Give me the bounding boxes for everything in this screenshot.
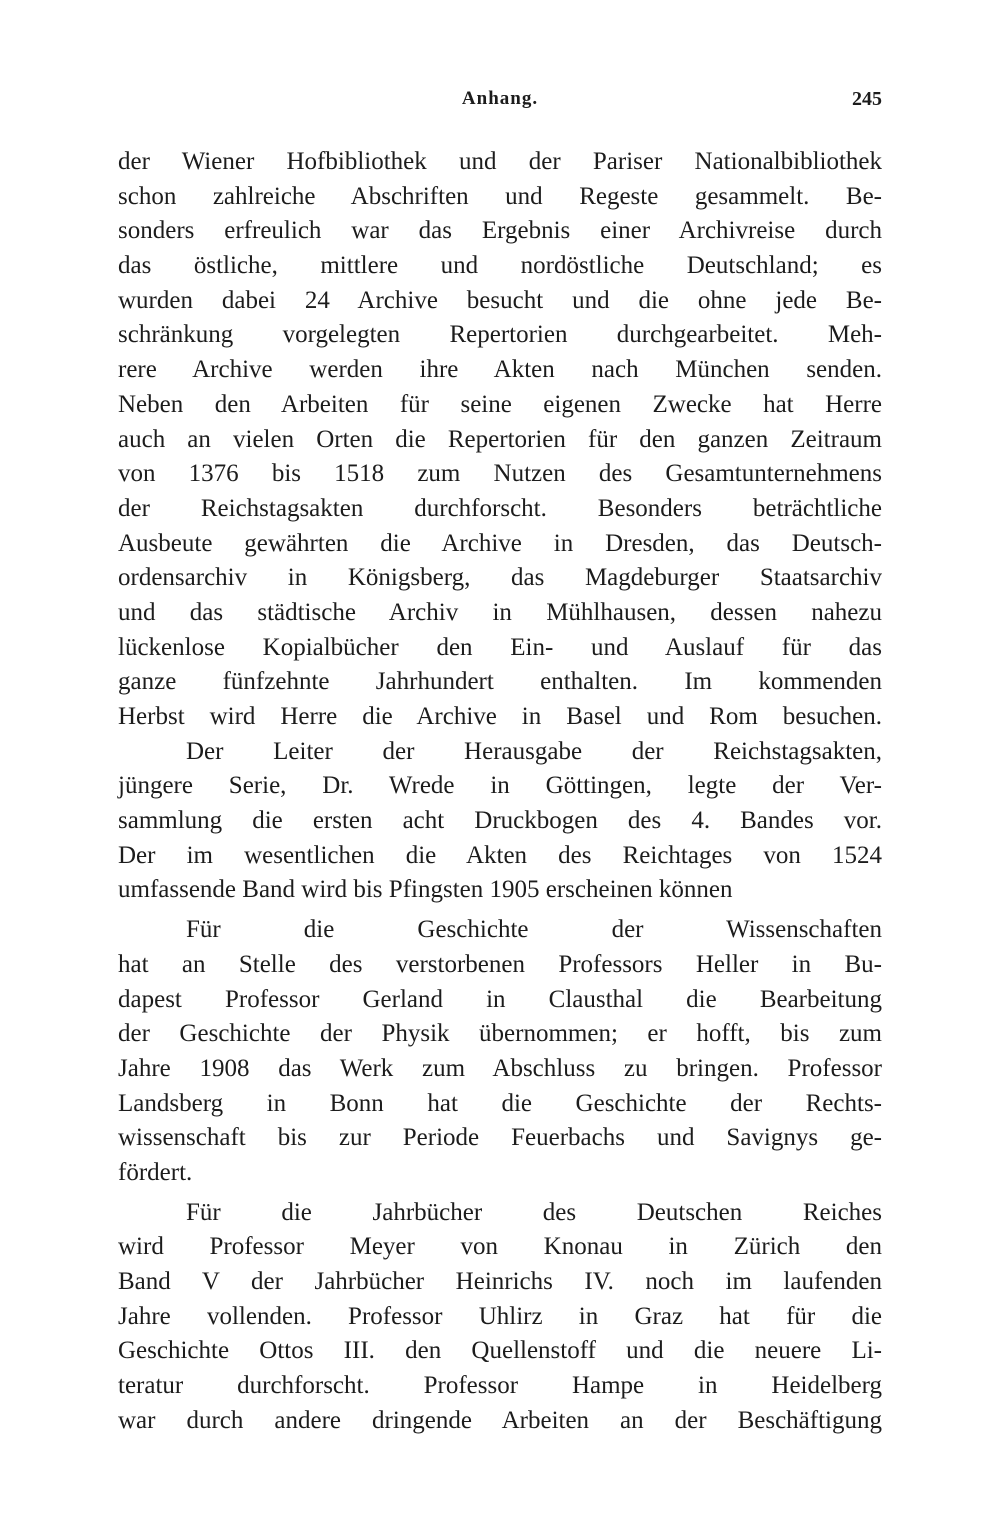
body-text — [118, 145, 882, 1438]
text-line: der Geschichte der Physik übernommen; er hofft, bis zum — [118, 1020, 882, 1048]
text-line: wird Professor Meyer von Knonau in Zürich den — [118, 1233, 882, 1261]
text-line: Der im wesentlichen die Akten des Reichtages von 1524 — [118, 841, 882, 869]
text-line: schon zahlreiche Abschriften und Regeste gesammelt. Be- — [118, 182, 882, 210]
text-line: Für die Geschichte der Wissenschaften — [186, 916, 882, 944]
text-line: auch an vielen Orten die Repertorien für den ganzen Zeitraum — [118, 425, 882, 453]
text-line: Neben den Arbeiten für seine eigenen Zwecke hat Herre — [118, 390, 882, 418]
text-line: hat an Stelle des verstorbenen Professors Heller in Bu- — [118, 950, 882, 978]
text-line: war durch andere dringende Arbeiten an der Beschäftigung — [118, 1406, 882, 1434]
text-line: Band V der Jahrbücher Heinrichs IV. noch im laufenden — [118, 1268, 882, 1295]
text-line: ordensarchiv in Königsberg, das Magdeburger Staatsarchiv — [118, 564, 882, 592]
text-line: Jahre 1908 das Werk zum Abschluss zu bringen. Professor — [118, 1054, 882, 1082]
text-line: das östliche, mittlere und nordöstliche Deutschland; es — [118, 252, 882, 280]
page-number: 245 — [852, 88, 882, 110]
text-line: ganze fünfzehnte Jahrhundert enthalten. Im kommenden — [118, 668, 882, 696]
text-line: Der Leiter der Herausgabe der Reichstagsakten, — [186, 737, 882, 765]
text-line: lückenlose Kopialbücher den Ein- und Auslauf für das — [118, 633, 882, 661]
text-line: wurden dabei 24 Archive besucht und die ohne jede Be- — [118, 286, 882, 314]
running-head: Anhang. — [461, 88, 539, 109]
text-line: fördert. — [118, 1158, 193, 1186]
text-line: umfassende Band wird bis Pfingsten 1905 erscheinen können — [118, 876, 733, 904]
text-line: von 1376 bis 1518 zum Nutzen des Gesamtunternehmens — [118, 460, 882, 488]
text-line: sammlung die ersten acht Druckbogen des 4. Bandes vor. — [118, 807, 882, 835]
text-line: teratur durchforscht. Professor Hampe in Heidelberg — [118, 1372, 882, 1400]
text-line: und das städtische Archiv in Mühlhausen, dessen nahezu — [118, 598, 882, 626]
text-line: Ausbeute gewährten die Archive in Dresden, das Deutsch- — [118, 529, 882, 557]
text-line: Geschichte Ottos III. den Quellenstoff und die neuere Li- — [118, 1337, 882, 1365]
text-line: sonders erfreulich war das Ergebnis einer Archivreise durch — [118, 217, 882, 245]
text-line: Landsberg in Bonn hat die Geschichte der Rechts- — [118, 1089, 882, 1117]
text-line: Jahre vollenden. Professor Uhlirz in Graz hat für die — [118, 1302, 882, 1330]
text-line: wissenschaft bis zur Periode Feuerbachs und Savignys ge- — [118, 1124, 882, 1152]
text-line: Für die Jahrbücher des Deutschen Reiches — [186, 1198, 882, 1226]
page-header — [118, 88, 882, 118]
text-line: schränkung vorgelegten Repertorien durchgearbeitet. Meh- — [118, 321, 882, 349]
text-line: der Reichstagsakten durchforscht. Besonders beträchtliche — [118, 494, 882, 522]
text-line: Herbst wird Herre die Archive in Basel und Rom besuchen. — [118, 703, 882, 730]
text-line: rere Archive werden ihre Akten nach München senden. — [118, 356, 882, 384]
text-line: dapest Professor Gerland in Clausthal die Bearbeitung — [118, 985, 882, 1013]
text-line: der Wiener Hofbibliothek und der Pariser Nationalbibliothek — [118, 148, 882, 175]
text-line: jüngere Serie, Dr. Wrede in Göttingen, legte der Ver- — [118, 772, 882, 800]
